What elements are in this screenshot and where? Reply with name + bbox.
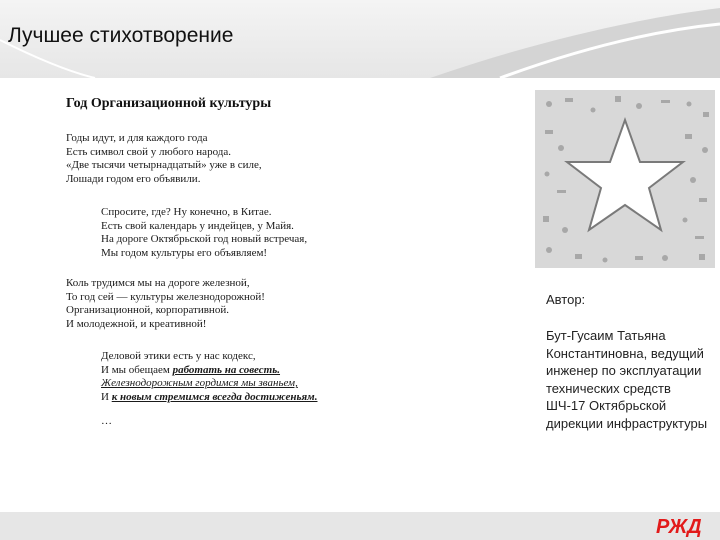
poem-line-emphasis: к новым стремимся всегда достиженьям. [111, 390, 318, 403]
poem-line: Спросите, где? Ну конечно, в Китае. [101, 206, 272, 218]
poem-stanza-1 [66, 132, 262, 186]
rzd-logo-text: РЖД [656, 516, 702, 538]
poem-stanza-4 [101, 350, 317, 429]
poem-line [101, 391, 317, 405]
poem-title: Год Организационной культуры [66, 96, 272, 111]
poem-line-emphasis: работать на совесть. [172, 363, 281, 376]
footer-band [0, 512, 720, 540]
poem-line: «Две тысячи четырнадцатый» уже в силе, [66, 159, 262, 172]
author-label: Автор: [546, 292, 586, 307]
poem-line: И молодежной, и креативной! [66, 317, 207, 330]
poem-stanza-3 [66, 277, 265, 331]
poem-line-start: И [101, 390, 112, 403]
poem-line: Лошади годом его объявили. [66, 172, 201, 185]
poem-line: Есть свой календарь у индейцев, у Майя. [101, 219, 294, 232]
poem-stanza-2 [101, 206, 307, 260]
slide-title: Лучшее стихотворение [8, 24, 234, 47]
poem-line: Железнодорожным гордимся мы званьем, [101, 377, 298, 390]
poem-line: На дороге Октябрьской год новый встречая, [101, 233, 308, 246]
poem-line: Годы идут, и для каждого года [66, 132, 208, 144]
rzd-logo [652, 514, 712, 538]
star-picture [535, 90, 715, 268]
poem-line-start: И мы обещаем [101, 363, 173, 376]
poem-line [101, 364, 317, 378]
poem-line: То год сей — культуры железнодорожной! [66, 290, 265, 303]
poem-line: Организационной, корпоративной. [66, 304, 229, 317]
poem-ellipsis: … [101, 415, 112, 428]
poem-line: Коль трудимся мы на дороге железной, [66, 277, 250, 289]
poem-line: Есть символ свой у любого народа. [66, 145, 231, 158]
star-shape [567, 120, 683, 230]
poem-line: Мы годом культуры его объявляем! [101, 246, 268, 259]
poem-line: Деловой этики есть у нас кодекс, [101, 350, 256, 362]
author-text: Бут-Гусаим Татьяна Константиновна, ведущий инженер по эксплуатации технических средств ШЧ-17 Октябрьской дирекции инфраструктуры [546, 328, 708, 431]
star-icon [535, 90, 715, 268]
